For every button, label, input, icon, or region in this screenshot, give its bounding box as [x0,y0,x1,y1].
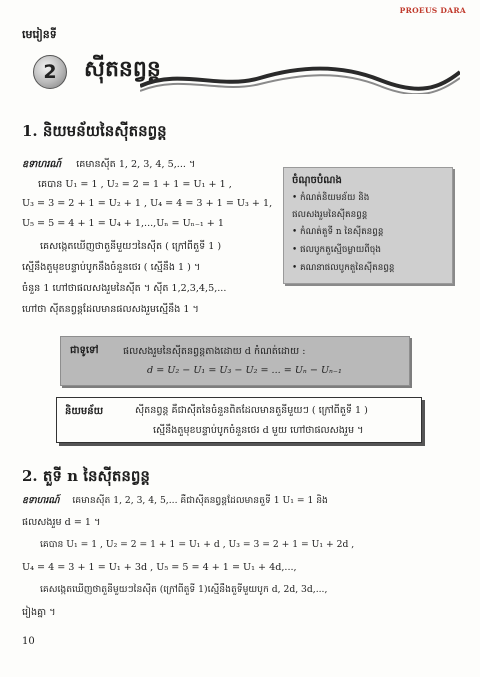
example-line: រៀងគ្នា ។ [22,607,56,618]
example-line [22,158,195,172]
objective-item: • កំណត់និយមន័យ និង [292,193,370,203]
definition-text: ស្មើនឹងតួមុខបន្ទាប់បូកចំនួនថេរ d មួយ ហៅថាផលសងរួម ។ [153,425,364,436]
general-note-box [60,336,410,386]
chapter-title: ស៊ីតនព្វន្ត [84,56,161,82]
lesson-number-badge: 2 [33,55,67,89]
definition-text: ស៊ីតនព្វន្ត គឺជាស៊ីតនៃចំនួនពិតដែលមានតួនីមួយៗ ( ក្រៅពីតួទី 1 ) [135,405,368,416]
example-label: ឧទាហរណ៍ [22,159,62,170]
example-line: គេបាន U₁ = 1 , U₂ = 2 = 1 + 1 = U₁ + d , U₃ = 3 = 2 + 1 = U₁ + 2d , [40,539,355,550]
definition-title: និយមន័យ [65,406,104,417]
paragraph-line: ស្មើនឹងតួមុខបន្ទាប់បូកនឹងចំនួនថេរ ( ស្មើនឹង 1 ) ។ [22,262,201,273]
paragraph-line: ចំនួន 1 ហៅថាផលសងរួមនៃស៊ីត ។ ស៊ីត 1,2,3,4,5,... [22,283,227,294]
example-text: គេមានស៊ីត 1, 2, 3, 4, 5,... ។ [76,159,196,170]
objective-item: • គណនាផលបូកតួនៃស៊ីតនព្វន្ត [292,263,395,273]
section2-heading: 2. តួទី n នៃស៊ីតនព្វន្ត [22,467,150,485]
paragraph-line: ហៅថា ស៊ីតនព្វន្តដែលមានផលសងរួមស្មើនឹង 1 ។ [22,304,199,315]
example-line: U₃ = 3 = 2 + 1 = U₂ + 1 , U₄ = 4 = 3 + 1 = U₃ + 1, [22,198,273,209]
objectives-title: ចំណុចបំណង [292,175,342,186]
objective-item: • ផលបូកតួស្មើចម្ងាយពីចុង [292,245,381,255]
example-line: U₅ = 5 = 4 + 1 = U₄ + 1,...,Uₙ = Uₙ₋₁ + 1 [22,218,224,229]
example-line: គេបាន U₁ = 1 , U₂ = 2 = 1 + 1 = U₁ + 1 , [38,179,232,190]
publisher-brand: PROEUS DARA [399,6,466,15]
page-number: 10 [22,636,35,647]
paragraph-line: គេសង្កេតឃើញថាតួនីមួយៗនៃស៊ីត ( ក្រៅពីតួទី 1 ) [40,241,222,252]
definition-box [56,397,422,443]
example-line: U₄ = 4 = 3 + 1 = U₁ + 3d , U₅ = 5 = 4 + 1 = U₁ + 4d,..., [22,562,297,573]
objectives-box [283,167,453,284]
example-line: គេសង្កេតឃើញថាតួនីមួយៗនៃស៊ីត (ក្រៅពីតួទី 1)ស្មើនឹងតួទីមួយបូក d, 2d, 3d,..., [40,584,328,595]
note-text: ផលសងរួមនៃស៊ីតនព្វន្តតាងដោយ d កំណត់ដោយ : [123,346,306,357]
note-formula: d = U₂ − U₁ = U₃ − U₂ = ... = Uₙ − Uₙ₋₁ [147,365,342,376]
example-label: ឧទាហរណ៍ [22,495,60,506]
example-line: ផលសងរួម d = 1 ។ [22,517,101,528]
decorative-wave-icon [140,58,460,94]
example-line [22,495,328,508]
example-text: គេមានស៊ីត 1, 2, 3, 4, 5,... គឺជាស៊ីតនព្វន្តដែលមានតួទី 1 U₁ = 1 និង [72,495,328,506]
objective-item: • កំណត់តួទី n នៃស៊ីតនព្វន្ត [292,227,384,237]
note-title: ជាទូទៅ [70,345,99,356]
objective-item: ផលសងរួមនៃស៊ីតនព្វន្ត [292,210,368,220]
lesson-label: មេរៀនទី [22,28,57,41]
section1-heading: 1. និយមន័យនៃស៊ីតនព្វន្ត [22,122,167,140]
